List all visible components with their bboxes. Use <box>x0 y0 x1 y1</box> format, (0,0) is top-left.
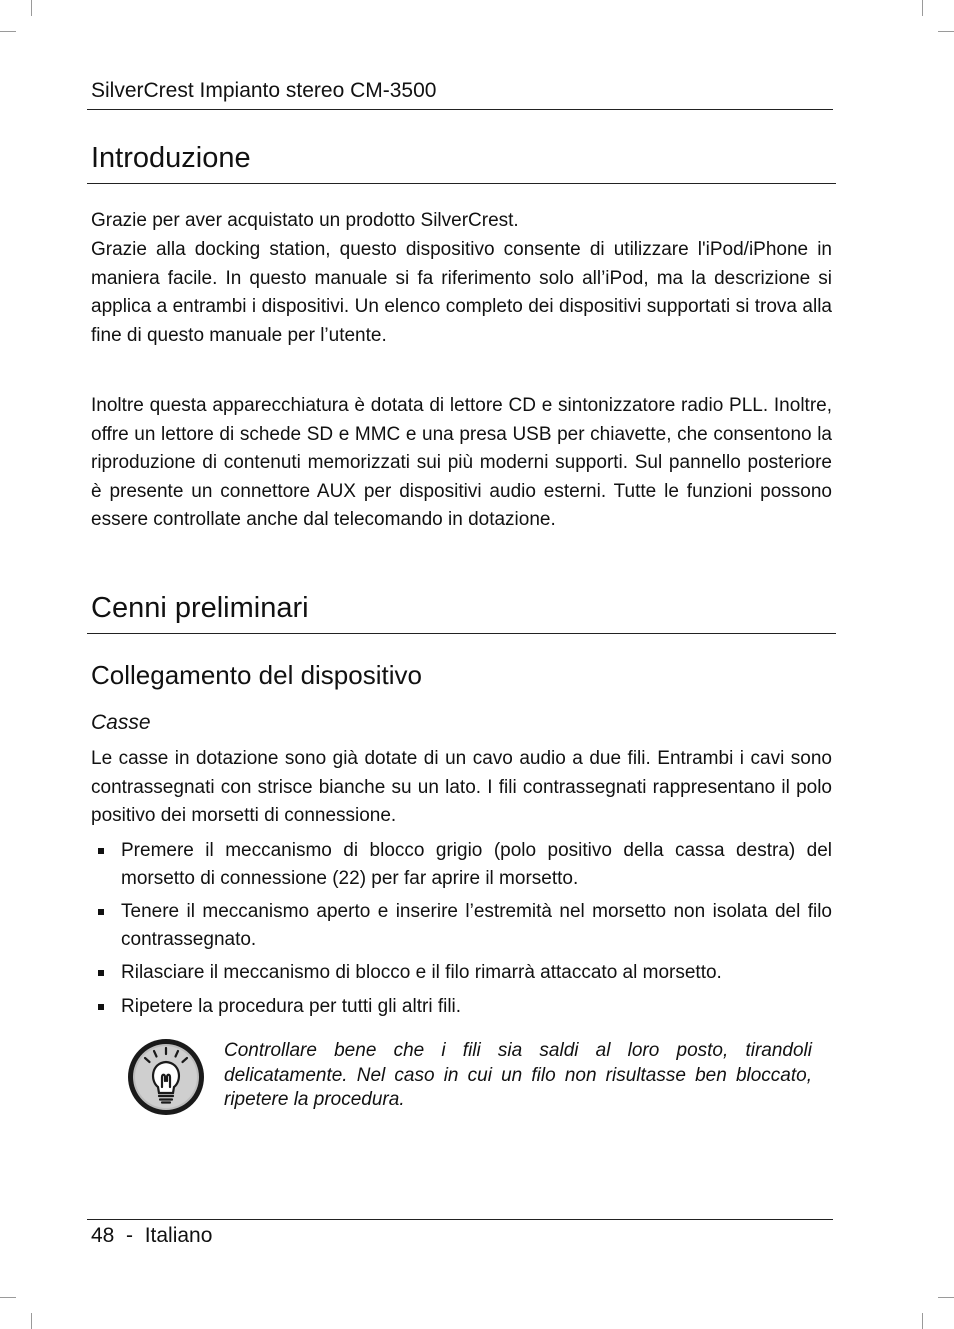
subsubsection-heading: Casse <box>91 711 151 734</box>
bullet-square-icon <box>98 970 104 976</box>
page-footer: 48 - Italiano <box>91 1224 213 1247</box>
bullet-square-icon <box>98 909 104 915</box>
header-rule <box>87 109 833 110</box>
crop-mark <box>922 1313 923 1329</box>
crop-mark <box>922 0 923 16</box>
bullet-square-icon <box>98 1004 104 1010</box>
subsection-heading: Collegamento del dispositivo <box>91 660 422 690</box>
list-item-text: Rilasciare il meccanismo di blocco e il filo rimarrà attaccato al morsetto. <box>121 962 722 983</box>
crop-mark <box>0 1297 16 1298</box>
bullet-square-icon <box>98 848 104 854</box>
list-item <box>91 959 832 987</box>
list-item <box>91 993 832 1021</box>
footer-rule <box>87 1219 833 1220</box>
crop-mark <box>0 31 16 32</box>
list-item <box>91 898 832 953</box>
crop-mark <box>31 1313 32 1329</box>
intro-paragraph-1: Grazie per aver acquistato un prodotto SilverCrest. <box>91 210 519 231</box>
crop-mark <box>31 0 32 16</box>
lightbulb-icon <box>126 1037 206 1117</box>
list-item-text: Premere il meccanismo di blocco grigio (polo positivo della cassa destra) del morsetto di connessione (22) per far aprire il morsetto. <box>121 840 832 889</box>
instruction-list <box>91 837 832 1026</box>
intro-paragraph-2: Grazie alla docking station, questo dispositivo consente di utilizzare l'iPod/iPhone in maniera facile. In questo manuale si fa riferimento solo all’iPod, ma la descrizione si applica a entrambi i dispositivi. Un elenco completo dei dispositivi supportati si trova alla fine di questo manuale per l’utente. <box>91 239 832 346</box>
list-item-text: Ripetere la procedura per tutti gli altri fili. <box>121 995 462 1017</box>
list-item-text: Tenere il meccanismo aperto e inserire l’estremità nel morsetto non isolata del filo contrassegnato. <box>121 901 832 950</box>
crop-mark <box>938 31 954 32</box>
tip-text: Controllare bene che i fili sia saldi al loro posto, tirandoli delicatamente. Nel caso in cui un filo non risultasse ben bloccato, ripetere la procedura. <box>224 1040 812 1110</box>
section-heading-cenni-preliminari: Cenni preliminari <box>91 592 309 624</box>
section-heading-introduzione: Introduzione <box>91 142 251 174</box>
section-rule <box>87 183 836 184</box>
crop-mark <box>938 1297 954 1298</box>
section-rule <box>87 633 836 634</box>
intro-paragraph-3: Inoltre questa apparecchiatura è dotata di lettore CD e sintonizzatore radio PLL. Inoltre, offre un lettore di schede SD e MMC e una presa USB per chiavette, che consentono la riproduzione di contenuti memorizzati sui più moderni supporti. Sul pannello posteriore è presente un connettore AUX per dispositivi audio esterni. Tutte le funzioni possono essere controllate anche dal telecomando in dotazione. <box>91 395 832 531</box>
running-header: SilverCrest Impianto stereo CM-3500 <box>91 79 437 102</box>
casse-paragraph: Le casse in dotazione sono già dotate di un cavo audio a due fili. Entrambi i cavi sono contrassegnati con strisce bianche su un lato. I fili contrassegnati rappresentano il polo positivo dei morsetti di connessione. <box>91 748 832 827</box>
list-item <box>91 837 832 892</box>
